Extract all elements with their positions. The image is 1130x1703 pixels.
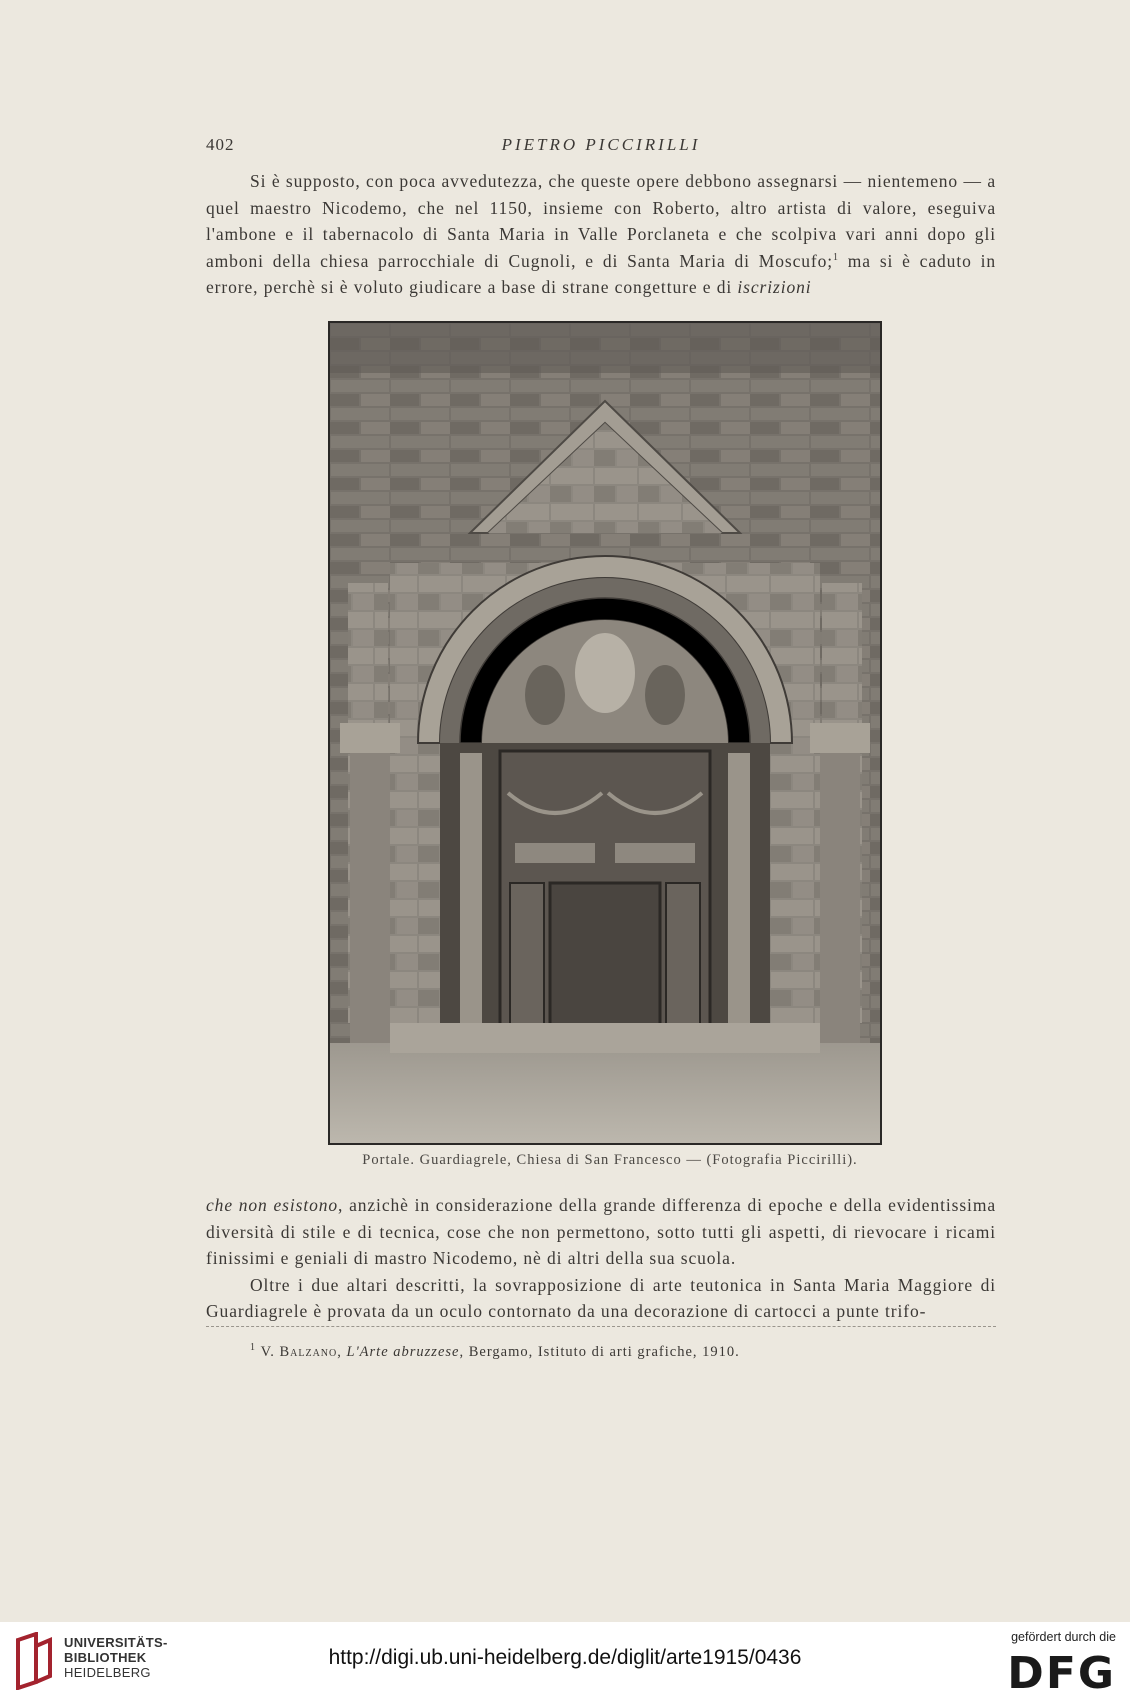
library-name: UNIVERSITÄTS- BIBLIOTHEK HEIDELBERG xyxy=(64,1635,168,1680)
dfg-logo: DFG xyxy=(1007,1648,1116,1699)
footnote-ref: 1 xyxy=(833,251,839,263)
figure-caption: Portale. Guardiagrele, Chiesa di San Francesco — (Fotografia Piccirilli). xyxy=(362,1152,858,1168)
paragraph-2 xyxy=(206,1192,996,1325)
paragraph-1-text: Si è supposto, con poca avvedutezza, che queste opere debbono assegnarsi — nientemeno — a quel maestro Nicodemo, che nel 1150, insieme con Roberto, altro artista di valore, eseguiva l'ambone e il tabernacolo di Santa Maria in Valle Porclaneta e che scolpiva vari anni dopo gli amboni della chiesa parrocchiale di Cugnoli, e di Santa Maria di Moscufo; xyxy=(206,171,996,271)
paragraph-1-italic: iscrizioni xyxy=(737,277,812,297)
paragraph-1 xyxy=(206,168,996,301)
portal-photograph xyxy=(328,321,882,1145)
paragraph-2-italic: che non esistono xyxy=(206,1195,339,1215)
page-number: 402 xyxy=(206,135,235,154)
footnote-title: L'Arte abruzzese xyxy=(346,1344,460,1360)
funding-note: gefördert durch die xyxy=(1011,1630,1116,1644)
permalink-url[interactable]: http://digi.ub.uni-heidelberg.de/diglit/arte1915/0436 xyxy=(328,1646,802,1669)
footnote-divider xyxy=(206,1326,996,1327)
page-header xyxy=(206,135,996,159)
digitization-footer xyxy=(0,1622,1130,1703)
footnote: $^1$ V. Balzano, L'Arte abruzzese, Bergamo, Istituto di arti grafiche, 1910. xyxy=(250,1342,740,1360)
running-head: PIETRO PICCIRILLI xyxy=(501,135,701,154)
paragraph-3: Oltre i due altari descritti, la sovrapposizione di arte teutonica in Santa Maria Maggiore di Guardiagrele è provata da un oculo contornato da una decorazione di cartocci a punte trifo- xyxy=(206,1274,996,1321)
footnote-number: 1 xyxy=(250,1342,256,1354)
paragraph-2-text: , anzichè in considerazione della grande differenza di epoche e della evidentissima diversità di stile e di tecnica, cose che non permettono, sotto tutti gli aspetti, di rievocare i ricami finissimi e geniali di mastro Nicodemo, nè di altri della sua scuola. xyxy=(206,1195,996,1268)
footnote-author: V. Balzano xyxy=(260,1344,338,1360)
paragraph-1-text-cont: ma si è caduto in errore, perchè si è voluto giudicare a base di strane congetture e di xyxy=(206,250,996,297)
footnote-rest: , Bergamo, Istituto di arti grafiche, 1910. xyxy=(459,1344,740,1360)
